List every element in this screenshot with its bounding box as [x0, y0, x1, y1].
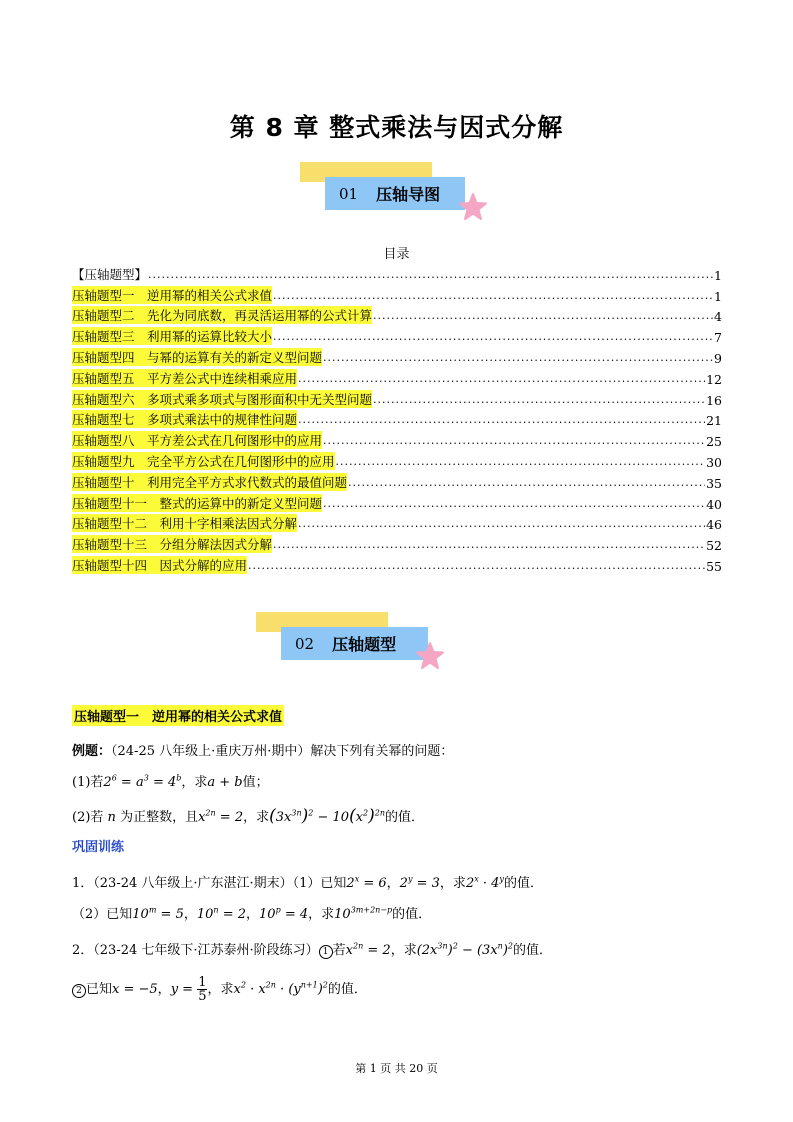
formula: $2^y = 3$ — [399, 874, 440, 891]
practice-heading: 巩固训练 — [72, 840, 125, 855]
formula: $10^n = 2$ — [196, 905, 247, 922]
toc-entry-page: 25 — [706, 434, 722, 450]
practice-2-line-1: 2．（23-24 七年级下·江苏泰州·阶段练习） 1 若$x^{2n} = 2$，求$(2x^{3n})^2 - (3x^n)^2$的值． — [72, 941, 553, 958]
toc-entry[interactable] — [72, 366, 722, 387]
example-label: 例题： — [72, 744, 112, 759]
formula: $2^x \cdot 4^y$ — [465, 874, 504, 891]
toc-entry-title: 压轴题型十二 利用十字相乘法因式分解 — [72, 516, 298, 532]
formula: $(2x^{3n})^2 - (3x^n)^2$ — [416, 941, 513, 958]
example-source: （24-25 八年级上·重庆万州·期中）解决下列有关幂的问题： — [111, 744, 454, 759]
toc-entry-title: 压轴题型六 多项式乘多项式与图形面积中无关型问题 — [72, 391, 373, 407]
formula: $(3x^{3n})^2 - 10(x^2)^{2n}$ — [269, 806, 386, 826]
toc-entry-title: 压轴题型十四 因式分解的应用 — [72, 557, 248, 573]
toc-entry-page: 55 — [706, 558, 722, 574]
toc-entry-title: 压轴题型八 平方差公式在几何图形中的应用 — [72, 433, 323, 449]
toc-entry-page: 9 — [714, 350, 722, 366]
toc-entry[interactable] — [72, 304, 722, 325]
toc-entry-page: 4 — [714, 309, 722, 325]
toc-entry-title: 【压轴题型】 — [72, 266, 148, 282]
formula: x = −5 — [112, 982, 158, 997]
practice-2-line-2: 2 已知x = −5，y = $\frac{1}{5}$ ，求$x^2 \cdot x^{2n} \cdot (y^{n+1})^2$的值． — [72, 976, 367, 1003]
toc-entry-page: 30 — [706, 454, 722, 470]
toc-entry-title: 压轴题型一 逆用幂的相关公式求值 — [72, 287, 273, 303]
banner-label: 压轴导图 — [376, 185, 441, 204]
toc-entry-page: 46 — [706, 517, 722, 533]
toc-entry-page: 7 — [714, 330, 722, 346]
toc-entry-page: 52 — [706, 538, 722, 554]
formula: $x^{2n} = 2$ — [198, 808, 244, 825]
circled-number: 2 — [72, 984, 86, 998]
table-of-contents — [72, 262, 722, 574]
toc-entry-title: 压轴题型五 平方差公式中连续相乘应用 — [72, 370, 298, 386]
formula: a + b — [207, 775, 243, 790]
formula: $10^p = 4$ — [259, 905, 309, 922]
banner-label: 压轴题型 — [332, 635, 397, 654]
toc-leader-dots — [323, 351, 713, 364]
toc-entry-page: 21 — [706, 413, 722, 429]
toc-leader-dots — [273, 538, 705, 551]
banner-number: 01 — [339, 184, 359, 203]
toc-entry-title: 压轴题型二 先化为同底数，再灵活运用幂的公式计算 — [72, 308, 373, 324]
toc-entry-page: 16 — [706, 392, 722, 408]
toc-entry-title: 压轴题型九 完全平方公式在几何图形中的应用 — [72, 453, 335, 469]
formula: y = $\frac{1}{5}$ — [170, 975, 207, 1004]
toc-entry-page: 1 — [714, 267, 722, 283]
toc-leader-dots — [373, 393, 705, 406]
toc-entry[interactable] — [72, 387, 722, 408]
toc-entry[interactable] — [72, 449, 722, 470]
toc-leader-dots — [373, 309, 713, 322]
toc-entry-title: 压轴题型四 与幂的运算有关的新定义型问题 — [72, 349, 323, 365]
toc-leader-dots — [323, 434, 705, 447]
example-header — [72, 740, 453, 759]
toc-entry[interactable] — [72, 324, 722, 345]
formula: $10^{3m+2n-p}$ — [334, 905, 393, 922]
toc-entry-page: 12 — [706, 371, 722, 387]
practice-1-line-2: （2）已知$10^m = 5$，$10^n = 2$，$10^p = 4$，求$10^{3m+2n-p}$的值． — [72, 905, 432, 922]
banner-question-types — [281, 627, 428, 660]
toc-entry[interactable] — [72, 491, 722, 512]
toc-entry-title: 压轴题型三 利用幂的运算比较大小 — [72, 329, 273, 345]
example-question-1: (1)若$2^6 = a^3 = 4^b$，求a + b值； — [72, 773, 269, 790]
toc-leader-dots — [148, 268, 713, 281]
toc-entry-title: 压轴题型十一 整式的运算中的新定义型问题 — [72, 495, 323, 511]
toc-entry-title: 压轴题型十 利用完全平方式求代数式的最值问题 — [72, 474, 348, 490]
formula: $x^2 \cdot x^{2n} \cdot (y^{n+1})^2$ — [233, 980, 328, 997]
toc-leader-dots — [273, 289, 713, 302]
formula: $10^m = 5$ — [132, 905, 184, 922]
page-footer: 第 1 页 共 20 页 — [355, 1062, 438, 1075]
toc-entry[interactable] — [72, 470, 722, 491]
toc-entry-page: 35 — [706, 475, 722, 491]
toc-entry[interactable] — [72, 408, 722, 429]
toc-heading: 目录 — [383, 247, 410, 262]
toc-entry-page: 1 — [714, 288, 722, 304]
practice-1-line-1: 1．（23-24 八年级上·广东湛江·期末）（1）已知$2^x = 6$，$2^y = 3$，求$2^x \cdot 4^y$的值． — [72, 874, 543, 891]
toc-leader-dots — [336, 455, 706, 468]
banner-number: 02 — [295, 634, 315, 653]
toc-entry[interactable] — [72, 345, 722, 366]
toc-leader-dots — [248, 559, 705, 572]
toc-entry-title: 压轴题型七 多项式乘法中的规律性问题 — [72, 412, 298, 428]
toc-entry[interactable] — [72, 512, 722, 533]
formula: $x^{2n} = 2$ — [345, 941, 391, 958]
toc-entry[interactable] — [72, 262, 722, 283]
toc-leader-dots — [348, 476, 705, 489]
star-icon — [415, 641, 445, 671]
toc-leader-dots — [323, 497, 705, 510]
toc-entry[interactable] — [72, 532, 722, 553]
toc-entry[interactable] — [72, 428, 722, 449]
toc-entry[interactable] — [72, 283, 722, 304]
page-title: 第 8 章 整式乘法与因式分解 — [229, 113, 564, 142]
star-icon — [458, 192, 488, 222]
formula: $2^x = 6$ — [346, 874, 387, 891]
toc-leader-dots — [273, 330, 713, 343]
toc-leader-dots — [298, 413, 705, 426]
formula: $2^6 = a^3 = 4^b$ — [103, 773, 182, 790]
toc-leader-dots — [298, 372, 705, 385]
formula: n — [103, 810, 121, 825]
toc-entry[interactable] — [72, 553, 722, 574]
example-question-2: (2)若 n 为正整数，且$x^{2n} = 2$，求$(3x^{3n})^2 - 10(x^2)^{2n}$的值． — [72, 806, 425, 826]
toc-entry-title: 压轴题型十三 分组分解法因式分解 — [72, 537, 273, 553]
circled-number: 1 — [319, 945, 333, 959]
toc-entry-page: 40 — [706, 496, 722, 512]
section-title: 压轴题型一 逆用幂的相关公式求值 — [72, 705, 284, 726]
toc-leader-dots — [298, 517, 705, 530]
banner-mindmap — [325, 177, 465, 210]
